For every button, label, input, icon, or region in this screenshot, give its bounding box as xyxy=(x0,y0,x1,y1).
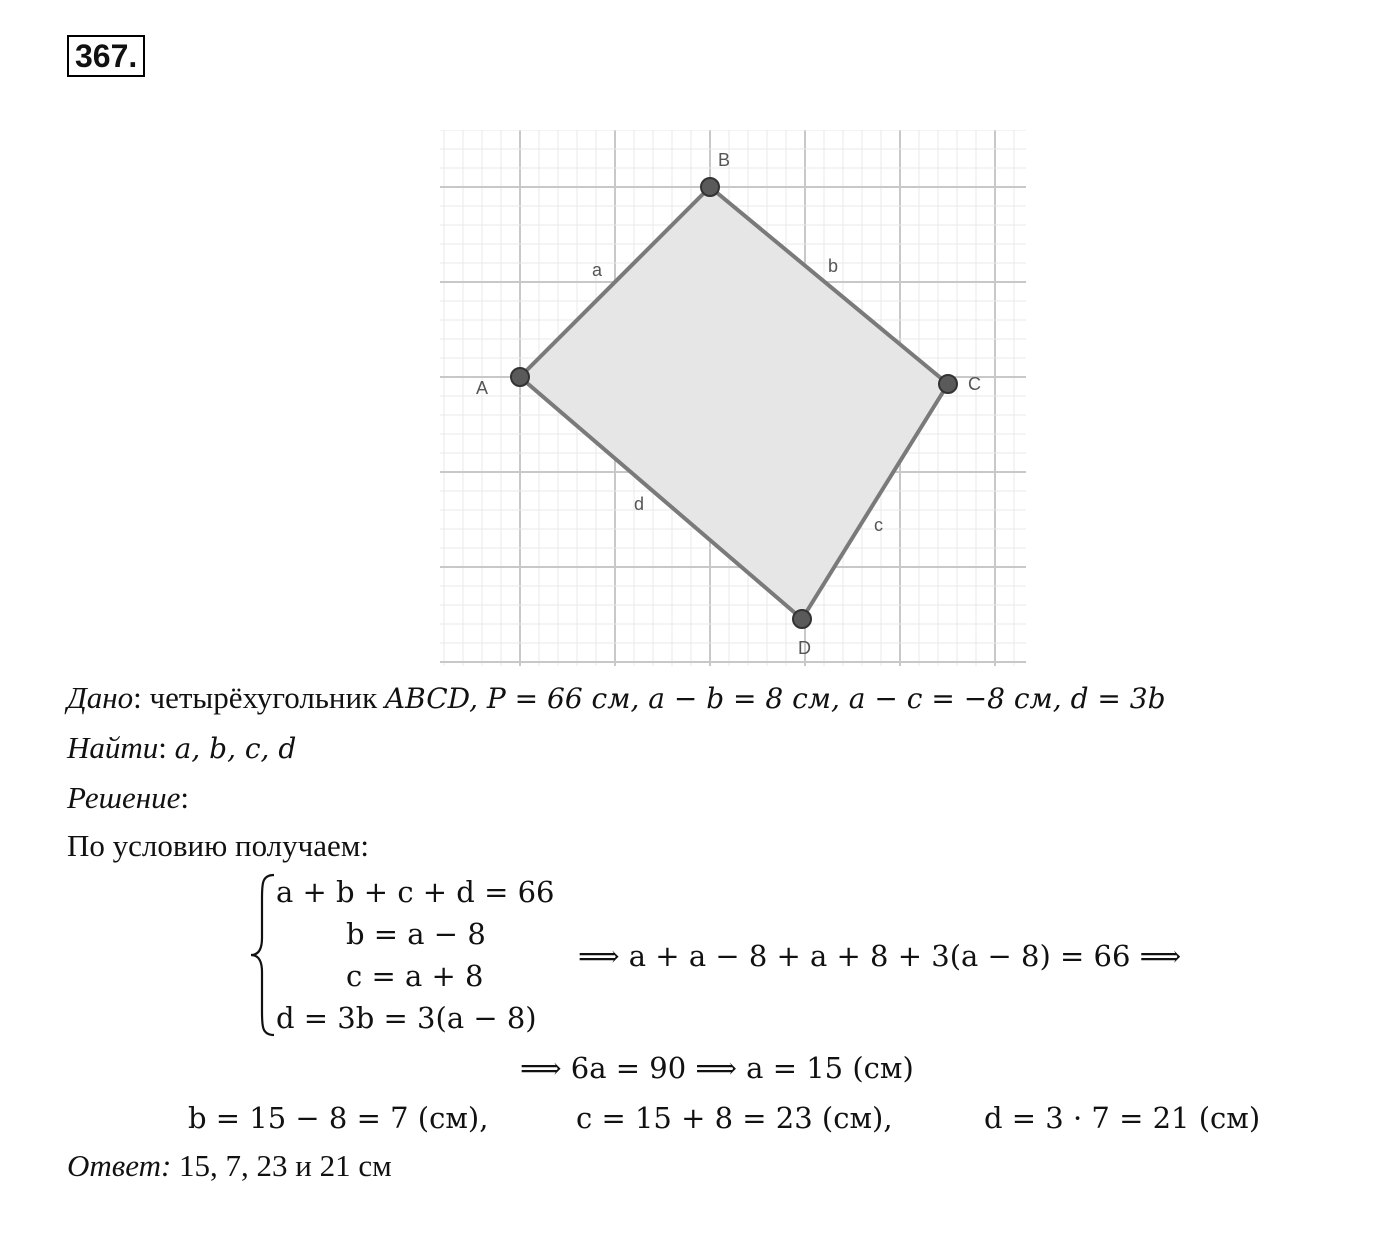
system-equation-3: c = a + 8 xyxy=(346,959,484,993)
side-label-c: c xyxy=(874,515,883,535)
implication-2: ⟹ 6a = 90 ⟹ a = 15 (см) xyxy=(520,1051,914,1085)
system-equation-4: d = 3b = 3(a − 8) xyxy=(276,1001,537,1035)
find-line: Найти: a, b, c, d xyxy=(67,730,297,765)
result-b: b = 15 − 8 = 7 (см), xyxy=(188,1101,489,1135)
vertex-c-point xyxy=(939,375,957,393)
solution-line: Решение: xyxy=(67,780,189,815)
given-text: четырёхугольник xyxy=(149,680,378,715)
system-equation-1: a + b + c + d = 66 xyxy=(276,875,555,909)
result-c: c = 15 + 8 = 23 (см), xyxy=(576,1101,893,1135)
quadrilateral-figure xyxy=(440,130,1030,670)
vertex-label-a: A xyxy=(476,378,489,398)
solution-label: Решение xyxy=(67,780,181,815)
quadrilateral-abcd xyxy=(520,187,948,619)
system-equation-2: b = a − 8 xyxy=(346,917,486,951)
vertex-label-c: C xyxy=(968,374,981,394)
side-label-b: b xyxy=(828,256,839,276)
vertex-label-b: B xyxy=(718,150,731,170)
find-label: Найти xyxy=(67,730,159,765)
vertex-b-point xyxy=(701,178,719,196)
answer-text: 15, 7, 23 и 21 см xyxy=(179,1148,392,1183)
given-line: Дано: четырёхугольник ABCD, P = 66 см, a − b = 8 см, a − c = −8 см, d = 3b xyxy=(67,680,1166,715)
system-brace xyxy=(248,872,278,1038)
vertex-d-point xyxy=(793,610,811,628)
given-label: Дано xyxy=(67,680,134,715)
implication-1: ⟹ a + a − 8 + a + 8 + 3(a − 8) = 66 ⟹ xyxy=(578,939,1182,973)
intro-text: По условию получаем: xyxy=(67,828,369,863)
find-expression: a, b, c, d xyxy=(174,732,297,765)
answer-line xyxy=(67,1146,392,1186)
answer-label: Ответ: xyxy=(67,1148,172,1183)
side-label-a: a xyxy=(592,260,603,280)
side-label-d: d xyxy=(634,494,645,514)
result-d: d = 3 · 7 = 21 (см) xyxy=(984,1101,1261,1135)
given-expression: ABCD, P = 66 см, a − b = 8 см, a − c = −8 см, d = 3b xyxy=(384,682,1166,715)
vertex-label-d: D xyxy=(798,638,811,658)
vertex-a-point xyxy=(511,368,529,386)
problem-number: 367. xyxy=(67,35,145,77)
